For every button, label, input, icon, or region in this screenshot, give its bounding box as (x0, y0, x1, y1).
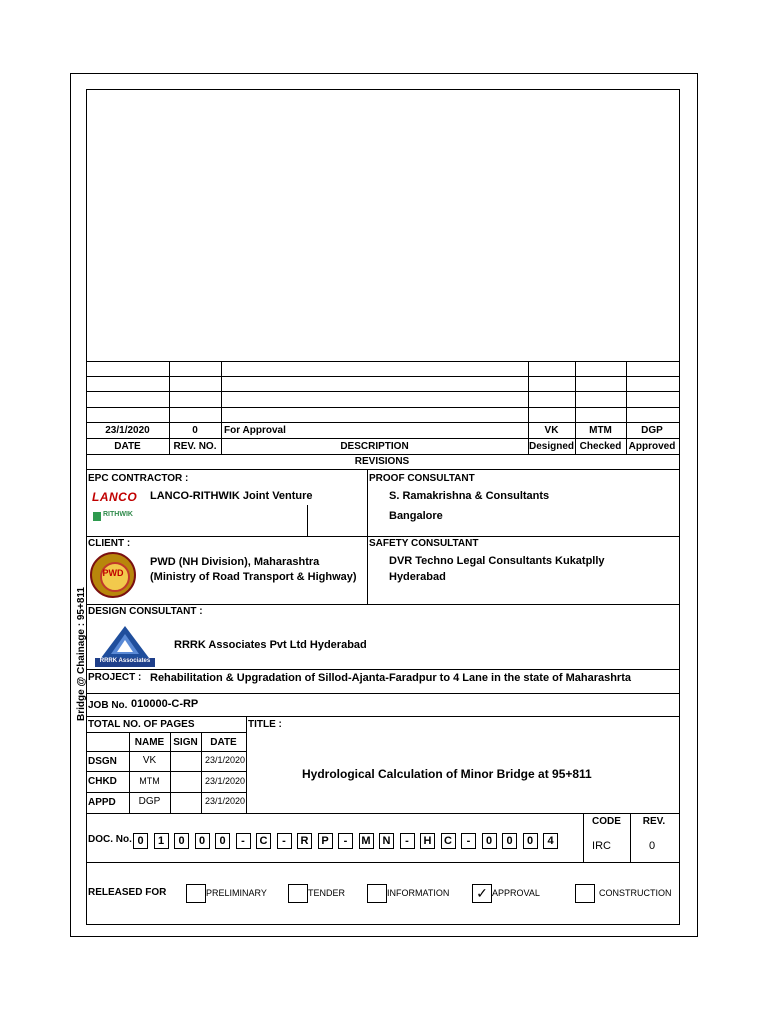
doc-number-char: - (277, 833, 292, 849)
doc-number-char: C (256, 833, 271, 849)
lanco-logo: LANCO (92, 490, 138, 504)
revision-description: For Approval (224, 425, 286, 436)
code-label: CODE (592, 816, 621, 827)
doc-label: DOC. No. (88, 834, 132, 845)
signoff-date-appd: 23/1/2020 (205, 796, 246, 806)
doc-number-char: - (236, 833, 251, 849)
signoff-name-dsgn: VK (142, 755, 157, 766)
signoff-name-chkd: MTM (139, 776, 160, 786)
revision-header-designed: Designed (528, 441, 574, 452)
rrrk-logo-text: RRRK Associates (99, 658, 151, 664)
doc-number-char: P (318, 833, 333, 849)
code-value: IRC (592, 840, 611, 852)
revision-approved: DGP (641, 425, 663, 436)
doc-number-char: C (441, 833, 456, 849)
design-name: RRRK Associates Pvt Ltd Hyderabad (174, 639, 367, 651)
revision-header-rev: REV. NO. (173, 441, 217, 452)
option-approval: APPROVAL (492, 888, 540, 898)
revision-no: 0 (192, 425, 198, 436)
option-construction: CONSTRUCTION (599, 888, 672, 898)
option-tender: TENDER (308, 888, 346, 898)
signoff-header-name: NAME (134, 737, 165, 748)
pwd-logo-text: PWD (102, 568, 124, 578)
safety-line1: DVR Techno Legal Consultants Kukatplly (389, 555, 605, 567)
safety-line2: Hyderabad (389, 571, 446, 583)
rithwik-logo-text: RITHWIK (103, 511, 133, 518)
doc-number-char: - (338, 833, 353, 849)
doc-number-char: H (420, 833, 435, 849)
signoff-role-appd: APPD (88, 797, 116, 808)
doc-number-char: 0 (195, 833, 210, 849)
doc-number-char: - (461, 833, 476, 849)
doc-number-char: 4 (543, 833, 558, 849)
proof-label: PROOF CONSULTANT (369, 473, 475, 484)
doc-number-char: 1 (154, 833, 169, 849)
checkbox-information[interactable] (367, 884, 387, 903)
signoff-date-dsgn: 23/1/2020 (205, 755, 246, 765)
rev-label: REV. (642, 816, 666, 827)
proof-line2: Bangalore (389, 510, 443, 522)
job-value: 010000-C-RP (131, 698, 199, 710)
pwd-logo (90, 552, 136, 598)
doc-number-char: 0 (174, 833, 189, 849)
rev-value: 0 (648, 840, 656, 852)
revision-header-checked: Checked (579, 441, 622, 452)
signoff-role-dsgn: DSGN (88, 756, 117, 767)
client-line1: PWD (NH Division), Maharashtra (150, 556, 320, 568)
safety-label: SAFETY CONSULTANT (369, 538, 479, 549)
revision-designed: VK (544, 425, 559, 436)
option-information: INFORMATION (387, 888, 450, 898)
doc-number-char: 0 (133, 833, 148, 849)
signoff-date-chkd: 23/1/2020 (205, 776, 246, 786)
doc-number-char: 0 (523, 833, 538, 849)
doc-number-char: - (400, 833, 415, 849)
doc-number-char: 0 (482, 833, 497, 849)
revision-header-description: DESCRIPTION (340, 441, 409, 452)
client-label: CLIENT : (88, 538, 131, 549)
doc-number-char: 0 (215, 833, 230, 849)
side-text: Bridge @ Chainage : 95+811 (76, 587, 87, 721)
signoff-name-appd: DGP (138, 796, 161, 807)
checkbox-approval[interactable]: ✓ (472, 884, 492, 903)
released-label: RELEASED FOR (88, 887, 167, 898)
checkbox-preliminary[interactable] (186, 884, 206, 903)
inner-frame (86, 89, 680, 925)
revision-header-date: DATE (114, 441, 141, 452)
signoff-header-date: DATE (210, 737, 237, 748)
epc-label: EPC CONTRACTOR : (88, 473, 189, 484)
design-label: DESIGN CONSULTANT : (88, 606, 203, 617)
rrrk-logo (93, 624, 157, 668)
job-label: JOB No. (88, 700, 128, 711)
doc-number-char: 0 (502, 833, 517, 849)
client-line2: (Ministry of Road Transport & Highway) (150, 571, 357, 583)
doc-number-char: R (297, 833, 312, 849)
checkbox-tender[interactable] (288, 884, 308, 903)
title-label: TITLE : (248, 719, 282, 730)
rithwik-logo (93, 511, 139, 523)
project-value: Rehabilitation & Upgradation of Sillod-Ajanta-Faradpur to 4 Lane in the state of Maharashrta (150, 672, 631, 684)
proof-line1: S. Ramakrishna & Consultants (389, 490, 550, 502)
project-label: PROJECT : (88, 672, 142, 683)
epc-name: LANCO-RITHWIK Joint Venture (150, 490, 313, 502)
doc-number-char: N (379, 833, 394, 849)
signoff-header-sign: SIGN (173, 737, 198, 748)
revision-header-approved: Approved (628, 441, 676, 452)
revision-date: 23/1/2020 (105, 425, 150, 436)
pages-label: TOTAL NO. OF PAGES (88, 719, 195, 730)
revision-checked: MTM (589, 425, 612, 436)
document-title: Hydrological Calculation of Minor Bridge at 95+811 (302, 767, 592, 781)
option-preliminary: PRELIMINARY (206, 888, 267, 898)
doc-number-char: M (359, 833, 374, 849)
checkbox-construction[interactable] (575, 884, 595, 903)
signoff-role-chkd: CHKD (88, 776, 117, 787)
revisions-caption: REVISIONS (354, 456, 410, 467)
